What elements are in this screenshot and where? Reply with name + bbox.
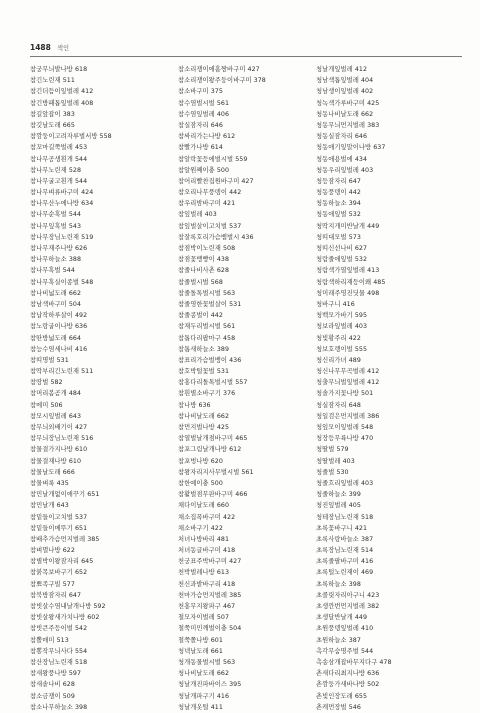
index-entry: 청딸벌레 403 xyxy=(316,457,355,465)
index-entry: 참나무재주나방 626 xyxy=(30,245,88,252)
index-entry: 철모자이벌레 507 xyxy=(178,614,230,622)
index-entry: 참뾰족구빌 577 xyxy=(30,580,75,588)
index-entry: 청일검은먼지벌레 386 xyxy=(316,412,380,420)
index-entry: 참알락꽃등에벌시벌 559 xyxy=(178,155,248,163)
page-header xyxy=(30,40,462,54)
index-column-1 xyxy=(30,64,170,713)
page-number: 1488 xyxy=(30,42,51,52)
index-entry: 청날개진파바이스 395 xyxy=(178,681,242,689)
index-entry: 청솔가지꽃나방 501 xyxy=(316,390,374,398)
index-entry: 참빨가나방 614 xyxy=(178,144,223,152)
index-entry: 청미래주영진딧물 498 xyxy=(316,289,380,297)
index-entry: 청남생이잎벌레 402 xyxy=(316,88,374,96)
index-entry: 촌빛인장도래 655 xyxy=(316,692,368,700)
index-entry: 채소바구기 422 xyxy=(178,524,223,532)
index-entry: 초생달반날개 449 xyxy=(316,614,368,622)
index-entry: 촌깜둥가새바나방 502 xyxy=(316,681,380,689)
index-entry: 청신나무무곡벌레 412 xyxy=(316,368,380,376)
index-entry: 참한예이충 500 xyxy=(178,479,223,487)
index-entry: 참줄돌톡벌시벌 563 xyxy=(178,289,236,297)
index-entry: 청보라잎벌레 403 xyxy=(316,323,368,331)
index-entry: 청실잠자리 648 xyxy=(316,401,361,409)
index-entry: 참메미 506 xyxy=(30,401,63,409)
index-entry: 참나비넓도래 662 xyxy=(30,289,82,297)
index-entry: 참모시잎벌레 643 xyxy=(30,412,82,420)
index-entry: 참별박이왕잠자리 645 xyxy=(30,558,94,566)
index-entry: 참나무굴고흰개 544 xyxy=(30,177,88,185)
index-entry: 초록사랑바늘소 387 xyxy=(316,535,374,543)
index-entry: 초록꽃바구니 421 xyxy=(316,524,368,532)
index-entry: 청잎모이잎벌레 548 xyxy=(316,424,374,431)
index-entry: 청람색하리재등이왜 485 xyxy=(316,278,386,286)
index-entry: 참무늬외배기이 427 xyxy=(30,424,88,431)
index-entry: 참산장님노린재 518 xyxy=(30,658,88,666)
index-entry: 참나무혹벌 544 xyxy=(30,267,75,275)
index-entry: 채소집폭바구미 422 xyxy=(178,513,236,521)
index-entry: 참재두리벌시벌 561 xyxy=(178,323,236,331)
index-entry: 청줄벌 530 xyxy=(316,468,349,476)
index-entry: 청동애기잎말이나방 637 xyxy=(316,144,386,152)
index-entry: 참딴방넓도래 664 xyxy=(30,334,82,342)
index-entry: 참어리빨찬집원바구미 427 xyxy=(178,177,254,185)
index-entry: 청날개잎벌레 412 xyxy=(316,66,368,73)
index-entry: 청동우리잎벌레 403 xyxy=(316,166,374,174)
index-entry: 청동나비날도래 662 xyxy=(316,110,374,118)
index-entry: 참나무산누에나방 634 xyxy=(30,200,94,208)
index-entry: 참물벼룩 435 xyxy=(30,479,69,487)
index-entry: 참민날개 643 xyxy=(30,502,69,510)
index-entry: 청띠대모벌 573 xyxy=(316,233,361,241)
index-entry: 청동하늘소 394 xyxy=(316,200,361,208)
index-entry: 참긴더듬이잎벌레 412 xyxy=(30,88,94,96)
index-entry: 참딱부리긴노린재 511 xyxy=(30,368,94,376)
index-column-3 xyxy=(316,64,456,713)
index-entry: 참배추가슴먼지벌레 385 xyxy=(30,535,100,543)
index-entry: 참나무벼류바구미 424 xyxy=(30,189,94,197)
index-entry: 촉각무숨명주벌 544 xyxy=(316,647,374,655)
index-entry: 참줄영한꽃벌살이 531 xyxy=(178,300,242,308)
index-entry: 청녹색가루바구미 425 xyxy=(316,99,380,107)
index-entry: 참소금쟁이 509 xyxy=(30,692,75,700)
index-entry: 참깃날도래 665 xyxy=(30,121,75,129)
index-entry: 참나무혹실이종벌 548 xyxy=(30,278,94,286)
index-entry: 청딸벌 579 xyxy=(316,446,349,454)
index-entry: 참열벌날개점바구미 465 xyxy=(178,435,248,443)
index-entry: 초록줄팔바구미 416 xyxy=(316,558,374,566)
index-entry: 참싸리가는나방 612 xyxy=(178,133,236,141)
index-entry: 참홍다리돌톡벌시벌 557 xyxy=(178,379,248,387)
index-columns xyxy=(30,64,462,711)
index-entry: 천박벌레나방 613 xyxy=(178,569,230,577)
index-entry: 청빛황주리 422 xyxy=(316,334,361,342)
index-entry: 촌캐먼장벌 546 xyxy=(316,703,361,711)
index-entry: 참우리밤바구미 421 xyxy=(178,200,236,208)
index-entry: 청띠신선나비 627 xyxy=(316,245,368,252)
index-entry: 참포그림날개나방 612 xyxy=(178,446,242,454)
index-entry: 초록장님노린재 514 xyxy=(316,547,374,555)
index-entry: 채다이날도래 660 xyxy=(178,502,230,510)
index-entry: 참뽕작무늬사다 554 xyxy=(30,647,88,655)
index-entry: 초원하늘소 387 xyxy=(316,636,361,644)
index-entry: 참빗큰주등이벌 542 xyxy=(30,625,88,633)
index-entry: 참길앞잡이 383 xyxy=(30,110,75,118)
index-entry: 참포벙나방 620 xyxy=(178,457,223,465)
index-entry: 참소리쟁이왕주둥이바구미 378 xyxy=(178,77,266,85)
index-entry: 천신과밭바구리 418 xyxy=(178,580,236,588)
index-entry: 참꼬마길쭉벌레 453 xyxy=(30,144,88,152)
index-entry: 참긴방패톱잎벌레 408 xyxy=(30,99,94,107)
index-entry: 청출무늬벌잎벌레 412 xyxy=(316,379,380,387)
header-rule xyxy=(30,56,462,57)
index-entry: 참나방 636 xyxy=(178,401,211,409)
index-entry: 처녀동글바구미 418 xyxy=(178,547,236,555)
index-entry: 참물결재나방 610 xyxy=(30,457,82,465)
index-entry: 참남색바구미 504 xyxy=(30,300,82,308)
index-entry: 참무늬장님노린재 516 xyxy=(30,435,94,443)
index-entry: 참벼멸나방 622 xyxy=(30,547,75,555)
index-entry: 청진잎벌레 405 xyxy=(316,502,361,510)
index-entry: 천홍무지왕파구 467 xyxy=(178,603,236,610)
index-entry: 참소나무하늘소 398 xyxy=(30,703,88,711)
index-entry: 참북방잠자리 647 xyxy=(30,591,82,599)
index-entry: 참뽈매미 513 xyxy=(30,636,69,644)
index-entry: 청보호랭이벌 555 xyxy=(316,345,368,353)
index-entry: 참흰별소바구기 376 xyxy=(178,390,236,398)
index-entry: 참띠명벌 531 xyxy=(30,356,69,364)
index-entry: 참나무노린재 528 xyxy=(30,166,82,174)
index-entry: 참소바구미 375 xyxy=(178,88,223,96)
index-entry: 청날개옷털 411 xyxy=(178,703,223,711)
index-entry: 청나비날도래 662 xyxy=(178,670,230,678)
index-entry: 청동애용벌에 434 xyxy=(316,155,368,163)
index-entry: 참능수염세나비 416 xyxy=(30,345,88,353)
index-entry: 청등잠자리 647 xyxy=(316,177,361,185)
index-entry: 참실잠자리 646 xyxy=(178,121,223,129)
index-entry: 청개동물벌시벌 563 xyxy=(178,658,236,666)
index-entry: 참오리나무풍뎅이 442 xyxy=(178,189,242,197)
index-entry: 천궁표주박바구미 427 xyxy=(178,558,242,566)
index-entry: 청딱지개미반날개 449 xyxy=(316,222,380,230)
index-entry: 청람색가열잎벌레 413 xyxy=(316,267,380,275)
index-entry: 참빗살왕새가치나방 602 xyxy=(30,614,100,622)
section-title: 색인 xyxy=(56,44,70,52)
index-entry: 처녀나방바리 481 xyxy=(178,535,230,543)
index-entry: 참밑들이메뚜기 651 xyxy=(30,524,88,532)
index-entry: 참궁무늬발나방 618 xyxy=(30,66,88,73)
index-entry: 청람줄애잎벌 532 xyxy=(316,256,368,264)
index-entry: 참점박이노린재 508 xyxy=(178,245,236,252)
index-entry: 참나무공생흰개 544 xyxy=(30,155,88,163)
index-entry: 참호박털꽃벌 531 xyxy=(178,368,230,376)
index-entry: 참물결가지나방 610 xyxy=(30,446,88,454)
index-entry: 참붉목보바구기 652 xyxy=(30,569,88,577)
index-entry: 참활벌점무판바구미 466 xyxy=(178,491,248,499)
index-entry: 청동애잎벌 532 xyxy=(316,211,361,219)
index-entry: 철쭉미민깨벌이충 504 xyxy=(178,625,242,633)
index-entry: 참나무하늘소 388 xyxy=(30,256,82,264)
index-entry: 참새솥나비 628 xyxy=(30,681,75,689)
index-entry: 청동풍뎅이 442 xyxy=(316,189,361,197)
index-entry: 참알원째이충 500 xyxy=(178,166,230,174)
index-entry: 참민날개없이애꾸기 651 xyxy=(30,491,100,499)
index-entry: 참땅벌 582 xyxy=(30,379,63,387)
index-entry: 참나무잎혹벌 543 xyxy=(30,222,82,230)
index-entry: 참납작하루살이 492 xyxy=(30,312,88,320)
index-entry: 참수염잎벌레 406 xyxy=(178,110,230,118)
index-entry: 청장등무륙나방 470 xyxy=(316,435,374,443)
index-entry: 참점꽃뱅빵이 438 xyxy=(178,256,230,264)
index-entry: 초록털노린재이 469 xyxy=(316,569,374,577)
index-entry: 촌새다리최지나방 636 xyxy=(316,670,380,678)
index-entry: 참먼지벌나방 425 xyxy=(178,424,230,431)
index-entry: 청동무늬먼지벌레 383 xyxy=(316,121,380,129)
index-entry: 참빗살수염내날개나방 592 xyxy=(30,603,106,610)
index-entry: 청바구니 416 xyxy=(316,300,355,308)
index-entry: 초원풍뎅잎벌레 410 xyxy=(316,625,374,633)
index-entry: 참잎벌레 403 xyxy=(178,211,217,219)
index-entry: 참나무순혹벌 544 xyxy=(30,211,82,219)
index-entry: 참나무장님노린재 519 xyxy=(30,233,94,241)
index-entry: 청넥날도래 661 xyxy=(178,647,223,655)
index-column-2 xyxy=(178,64,318,713)
index-entry: 참나비날도래 662 xyxy=(178,412,230,420)
index-entry: 천마가슴먼지벌레 385 xyxy=(178,591,242,599)
index-entry: 철쭉쫄나방 601 xyxy=(178,636,223,644)
index-entry: 참긴노린재 511 xyxy=(30,77,75,85)
index-entry: 참줄나비사촌 628 xyxy=(178,267,230,275)
index-entry: 참노랑굽이나방 636 xyxy=(30,323,88,331)
index-entry: 참줄콩벌이 442 xyxy=(178,312,223,320)
index-entry: 청날개파구기 416 xyxy=(178,692,230,700)
index-entry: 참톱새하늘소 389 xyxy=(178,345,230,353)
index-entry: 청줄하늘소 399 xyxy=(316,491,361,499)
index-entry: 참잎벌살이고치벌 537 xyxy=(178,222,242,230)
index-entry: 참깜둥이고려자루벌서방 558 xyxy=(30,133,112,141)
index-entry: 청남색톱잎벌레 404 xyxy=(316,77,374,85)
index-entry: 참소리쟁이애홈짱바구미 427 xyxy=(178,66,260,73)
index-entry: 참새왕풍나방 597 xyxy=(30,670,82,678)
index-entry: 청동실잠자리 646 xyxy=(316,133,368,141)
index-entry: 청줄흐리잎벌레 403 xyxy=(316,479,374,487)
index-entry: 청테장님노린재 518 xyxy=(316,513,374,521)
index-entry: 초생깐번먼지벌레 382 xyxy=(316,603,380,610)
index-entry: 참수염벌시벌 561 xyxy=(178,99,230,107)
index-entry: 참왕자리지사무벌시벌 561 xyxy=(178,468,254,476)
index-entry: 참물날도래 666 xyxy=(30,468,75,476)
index-entry: 참줄벌시벌 568 xyxy=(178,278,223,286)
index-entry: 참톱다리팝마구 458 xyxy=(178,334,236,342)
index-entry: 참머리봄곰개 484 xyxy=(30,390,82,398)
index-entry: 참잘록호리가슴뱀벌시 436 xyxy=(178,233,254,241)
index-entry: 촉송삼개잡바무지다구 478 xyxy=(316,658,392,666)
index-entry: 초록하늘소 398 xyxy=(316,580,361,588)
index-entry: 청신리가녀 489 xyxy=(316,356,361,364)
index-entry: 초콜릿자리아구니 423 xyxy=(316,591,380,599)
index-entry: 청백모가바기 595 xyxy=(316,312,368,320)
index-entry: 참밑들이고치벌 537 xyxy=(30,513,88,521)
index-entry: 참표리가슴벌뱅이 436 xyxy=(178,356,242,364)
